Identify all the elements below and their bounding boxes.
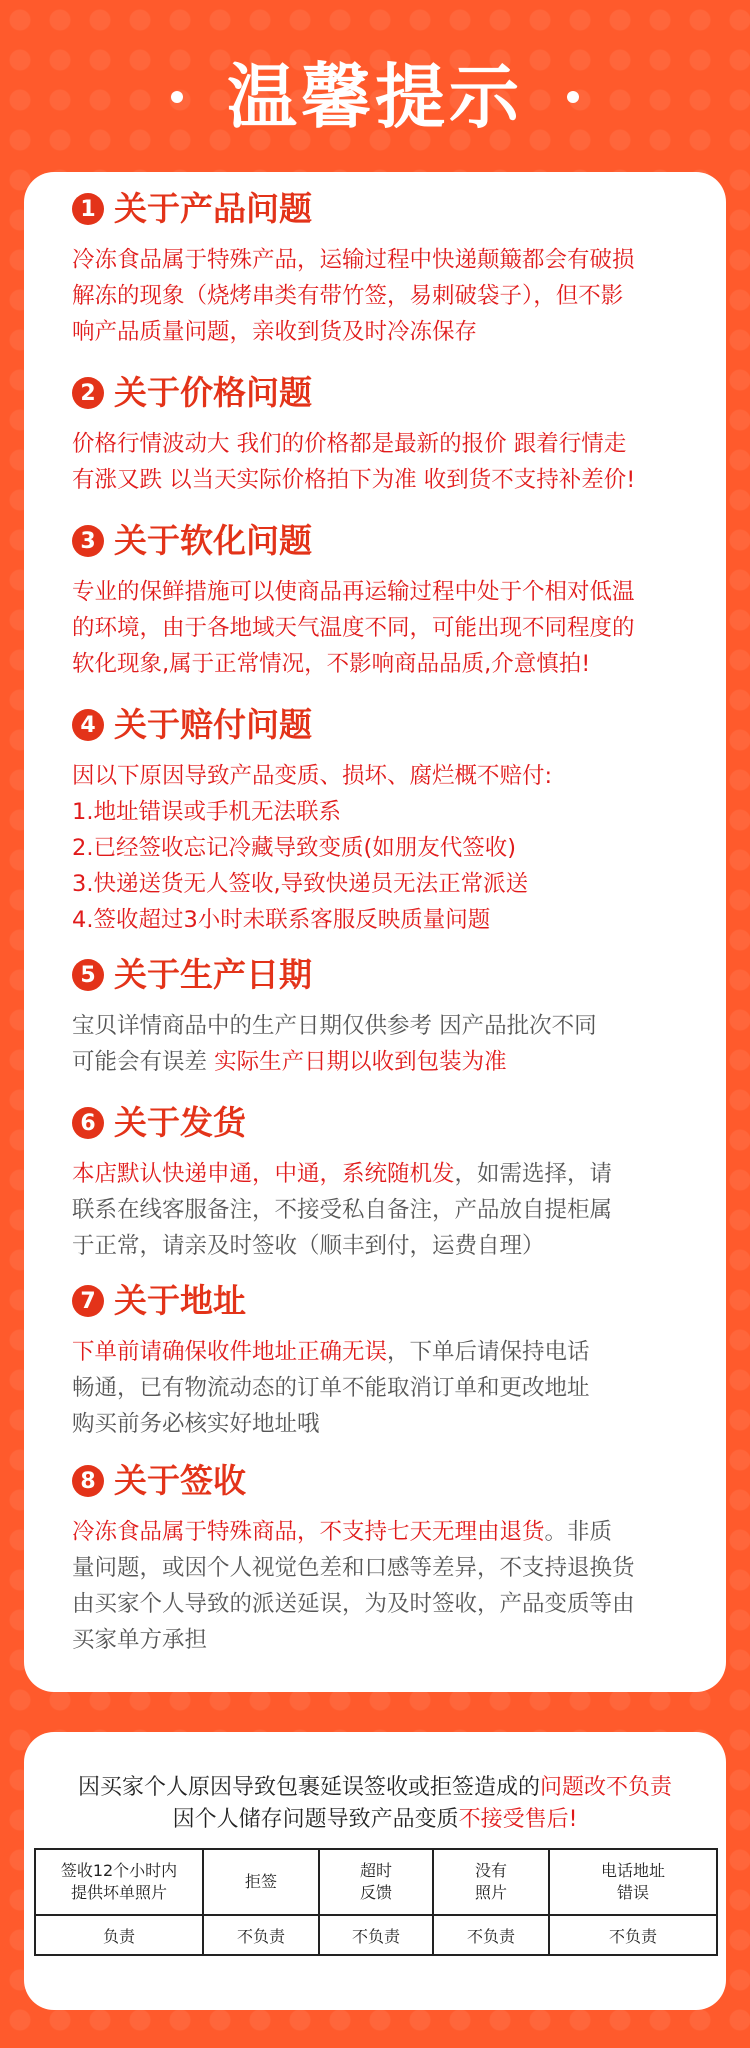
section-address	[72, 1278, 712, 1442]
section-line: 价格行情波动大 我们的价格都是最新的报价 跟着行情走	[72, 431, 627, 457]
title-dot-right	[567, 91, 579, 103]
table-cell: 不负责	[433, 1915, 549, 1955]
table-header-cell: 签收12个小时内 提供坏单照片	[35, 1849, 203, 1915]
responsibility-notice	[24, 1772, 726, 1836]
section-line: 有涨又跌 以当天实际价格拍下为准 收到货不支持补差价!	[72, 467, 636, 493]
section-signing	[72, 1458, 712, 1658]
section-line: 冷冻食品属于特殊产品，运输过程中快递颠簸都会有破损	[72, 247, 635, 273]
section-shipping	[72, 1100, 712, 1264]
section-line: 响产品质量问题，亲收到货及时冷冻保存	[72, 319, 478, 345]
notice-highlight: 问题改不负责	[540, 1775, 673, 1800]
section-softening	[72, 518, 712, 682]
title-dot-left	[171, 91, 183, 103]
section-title: 关于地址	[114, 1281, 246, 1320]
section-line: 量问题，或因个人视觉色差和口感等差异，不支持退换货	[72, 1555, 635, 1581]
number-badge: 4	[72, 709, 104, 741]
section-price	[72, 370, 712, 498]
section-title: 关于产品问题	[114, 189, 312, 228]
section-line: 联系在线客服备注，不接受私自备注，产品放自提柜属	[72, 1197, 613, 1223]
table-header-cell: 拒签	[203, 1849, 319, 1915]
section-line: 买家单方承担	[72, 1627, 208, 1653]
number-badge: 2	[72, 377, 104, 409]
section-line: 3.快递送货无人签收,导致快递员无法正常派送	[72, 871, 529, 897]
section-title: 关于价格问题	[114, 373, 312, 412]
section-line: 2.已经签收忘记冷藏导致变质(如朋友代签收)	[72, 835, 517, 861]
tips-card	[24, 172, 726, 1692]
section-line: 购买前务必核实好地址哦	[72, 1411, 320, 1437]
number-badge: 7	[72, 1285, 104, 1317]
section-line: 1.地址错误或手机无法联系	[72, 799, 341, 825]
responsibility-card	[24, 1732, 726, 2010]
notice-highlight: 不接受售后!	[458, 1807, 578, 1832]
number-badge: 1	[72, 193, 104, 225]
page-title	[0, 52, 750, 142]
number-badge: 8	[72, 1465, 104, 1497]
section-production-date	[72, 952, 712, 1080]
section-line: 由买家个人导致的派送延误，为及时签收，产品变质等由	[72, 1591, 635, 1617]
section-title: 关于生产日期	[114, 955, 312, 994]
section-title: 关于发货	[114, 1103, 246, 1142]
table-header-cell: 电话地址 错误	[549, 1849, 717, 1915]
notice-text: 因买家个人原因导致包裹延误签收或拒签造成的	[77, 1775, 540, 1800]
section-line-highlight: 冷冻食品属于特殊商品，不支持七天无理由退货	[72, 1519, 545, 1545]
section-line-part: 可能会有误差	[72, 1049, 215, 1075]
section-compensation	[72, 702, 712, 938]
number-badge: 6	[72, 1107, 104, 1139]
section-line: 解冻的现象（烧烤串类有带竹签，易刺破袋子），但不影	[72, 283, 624, 309]
table-header-cell: 超时 反馈	[319, 1849, 433, 1915]
table-cell: 不负责	[319, 1915, 433, 1955]
section-line-part: ，下单后请保持电话	[387, 1339, 590, 1365]
section-line-highlight: 本店默认快递申通，中通，系统随机发	[72, 1161, 455, 1187]
section-line: 畅通，已有物流动态的订单不能取消订单和更改地址	[72, 1375, 590, 1401]
section-title: 关于签收	[114, 1461, 246, 1500]
table-cell: 不负责	[549, 1915, 717, 1955]
responsibility-table	[34, 1848, 718, 1956]
table-header-cell: 没有 照片	[433, 1849, 549, 1915]
section-line: 专业的保鲜措施可以使商品再运输过程中处于个相对低温	[72, 579, 635, 605]
section-line-highlight: 实际生产日期以收到包装为准	[214, 1049, 507, 1075]
notice-text: 因个人储存问题导致产品变质	[172, 1807, 459, 1832]
section-title: 关于软化问题	[114, 521, 312, 560]
section-line-highlight: 下单前请确保收件地址正确无误	[72, 1339, 388, 1365]
title-text: 温馨提示	[227, 56, 523, 138]
table-header-row	[35, 1849, 717, 1915]
number-badge: 3	[72, 525, 104, 557]
number-badge: 5	[72, 959, 104, 991]
section-line: 于正常，请亲及时签收（顺丰到付，运费自理）	[72, 1233, 545, 1259]
section-line: 的环境，由于各地域天气温度不同，可能出现不同程度的	[72, 615, 635, 641]
section-line: 软化现象,属于正常情况，不影响商品品质,介意慎拍!	[72, 651, 591, 677]
section-line-part: ，如需选择，请	[454, 1161, 613, 1187]
table-cell: 负责	[35, 1915, 203, 1955]
section-line-part: 。非质	[544, 1519, 613, 1545]
table-row	[35, 1915, 717, 1955]
section-line: 宝贝详情商品中的生产日期仅供参考 因产品批次不同	[72, 1013, 597, 1039]
section-title: 关于赔付问题	[114, 705, 312, 744]
table-cell: 不负责	[203, 1915, 319, 1955]
section-product	[72, 186, 712, 350]
section-line: 4.签收超过3小时未联系客服反映质量问题	[72, 907, 491, 933]
section-line: 因以下原因导致产品变质、损坏、腐烂概不赔付:	[72, 763, 553, 789]
